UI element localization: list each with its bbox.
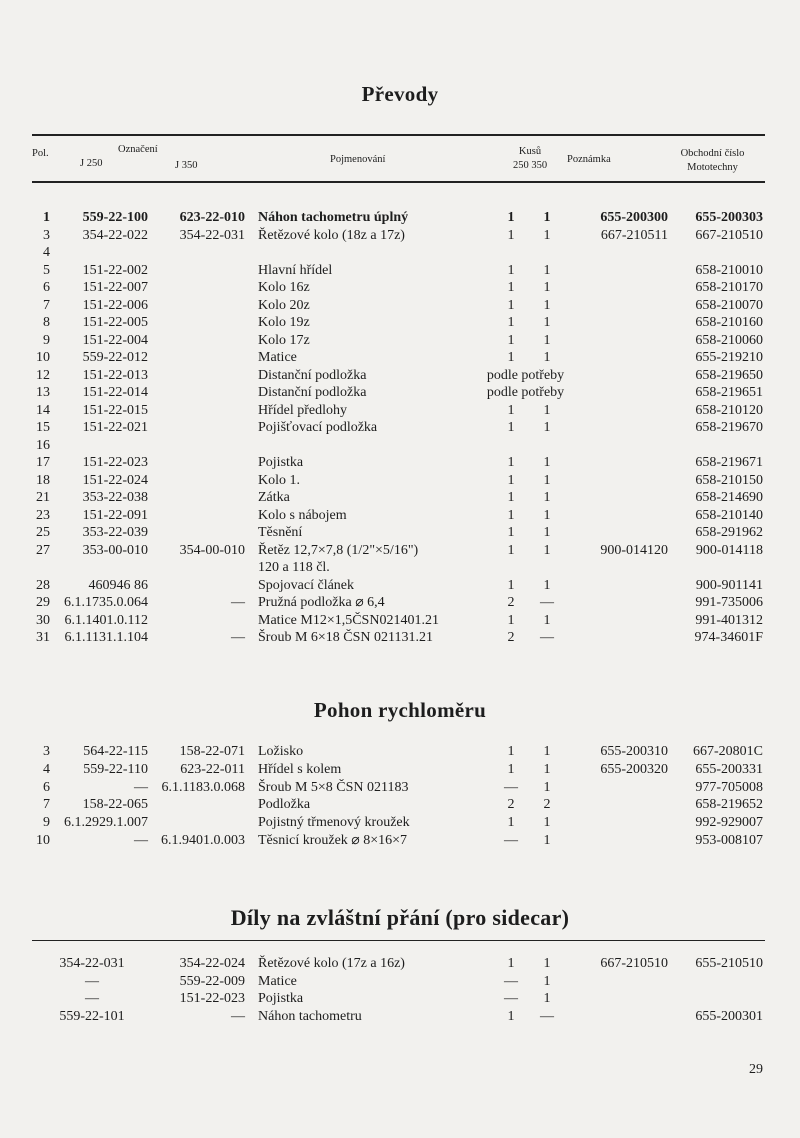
position-number: 10 xyxy=(36,833,50,848)
position-number: 15 xyxy=(36,420,50,435)
obchodni-cislo: 658-219652 xyxy=(695,797,763,813)
obchodni-cislo: 655-210510 xyxy=(695,956,763,971)
qty-250: 2 xyxy=(507,797,515,813)
poznamka-code: 900-014120 xyxy=(600,542,668,558)
table-row xyxy=(0,613,800,629)
table-row xyxy=(0,368,800,384)
j350-code: 151-22-023 xyxy=(179,991,245,1006)
part-name: Těsnicí kroužek ⌀ 8×16×7 xyxy=(258,833,408,848)
obchodni-cislo: 658-219651 xyxy=(695,385,763,400)
j250-code: — xyxy=(85,973,99,989)
header-obchodni-cislo: Obchodní číslo xyxy=(680,148,745,159)
part-name: Kolo s nábojem xyxy=(258,507,347,523)
qty-350: 1 xyxy=(543,297,551,313)
qty-350: 1 xyxy=(543,525,551,540)
table-row xyxy=(0,1009,800,1025)
qty-250: 2 xyxy=(507,630,515,645)
qty-350: 1 xyxy=(543,542,551,558)
qty-250: 1 xyxy=(507,612,515,628)
qty-250: 1 xyxy=(507,507,515,523)
position-number: 29 xyxy=(36,595,50,610)
obchodni-cislo: 655-200331 xyxy=(695,761,763,777)
position-number: 6 xyxy=(43,779,50,795)
position-number: 25 xyxy=(36,525,50,540)
table-row xyxy=(0,560,800,576)
qty-350: 1 xyxy=(543,402,551,418)
table-row xyxy=(0,298,800,314)
position-number: 28 xyxy=(36,577,50,593)
part-name: Šroub M 5×8 ČSN 021183 xyxy=(258,779,409,795)
qty-250: — xyxy=(504,991,518,1006)
part-name: Spojovací článek xyxy=(258,577,355,593)
table-row xyxy=(0,797,800,813)
poznamka-code: 655-200320 xyxy=(600,761,668,777)
j250-code: 6.1.1131.1.104 xyxy=(64,630,148,645)
obchodni-cislo: 658-210160 xyxy=(695,315,763,330)
qty-350: 1 xyxy=(543,210,551,225)
qty-350: 1 xyxy=(543,956,551,971)
j250-code: 354-22-022 xyxy=(82,227,148,243)
position-number: 14 xyxy=(36,402,50,418)
qty-250: — xyxy=(504,833,518,848)
part-name: Těsnění xyxy=(258,525,303,540)
qty-250: 1 xyxy=(507,332,515,348)
table-row xyxy=(0,245,800,261)
j250-code: 6.1.1401.0.112 xyxy=(64,612,148,628)
part-name: Řetěz 12,7×7,8 (1/2"×5/16") xyxy=(258,542,419,558)
qty-250: 1 xyxy=(507,490,515,505)
part-name: Matice xyxy=(258,973,297,989)
table-row xyxy=(0,630,800,646)
part-name: Hlavní hřídel xyxy=(258,262,333,278)
table-row xyxy=(0,420,800,436)
j250-code: 353-00-010 xyxy=(82,542,148,558)
table-row xyxy=(0,543,800,559)
qty-350: 1 xyxy=(543,280,551,295)
part-name: Hřídel předlohy xyxy=(258,402,348,418)
table-row xyxy=(0,385,800,401)
table-row xyxy=(0,744,800,760)
qty-250: 1 xyxy=(507,956,515,971)
j250-code: 460946 86 xyxy=(88,577,148,593)
qty-350: 1 xyxy=(543,815,551,831)
position-number: 8 xyxy=(43,315,50,330)
j250-code: 151-22-023 xyxy=(82,455,148,470)
qty-250: 1 xyxy=(507,472,515,488)
qty-250: 1 xyxy=(507,420,515,435)
position-number: 27 xyxy=(36,542,50,558)
qty-250: 1 xyxy=(507,577,515,593)
position-number: 17 xyxy=(36,455,50,470)
position-number: 9 xyxy=(43,332,50,348)
j350-code: 354-00-010 xyxy=(179,542,245,558)
obchodni-cislo: 658-219650 xyxy=(695,367,763,383)
part-name: Náhon tachometru xyxy=(258,1008,362,1024)
table-row xyxy=(0,473,800,489)
table-row xyxy=(0,956,800,972)
qty-350: 1 xyxy=(543,577,551,593)
qty-350: 1 xyxy=(543,612,551,628)
j350-code: 354-22-024 xyxy=(179,956,245,971)
qty-250: 2 xyxy=(507,595,515,610)
page-number: 29 xyxy=(749,1062,763,1077)
header-pojmenovani: Pojmenování xyxy=(330,154,386,165)
j350-code: — xyxy=(231,595,245,610)
position-number: 1 xyxy=(43,210,50,225)
j250-code: 559-22-101 xyxy=(59,1008,125,1024)
part-name: Náhon tachometru úplný xyxy=(258,210,409,225)
j250-code: 151-22-005 xyxy=(82,315,148,330)
j350-code: 158-22-071 xyxy=(179,744,245,759)
table-row xyxy=(0,595,800,611)
qty-350: 2 xyxy=(543,797,551,813)
obchodni-cislo: 658-214690 xyxy=(695,490,763,505)
section-title-pohon: Pohon rychloměru xyxy=(313,698,487,722)
table-row xyxy=(0,438,800,454)
table-row xyxy=(0,280,800,296)
j350-code: 623-22-010 xyxy=(179,210,245,225)
position-number: 3 xyxy=(43,744,50,759)
table-row xyxy=(0,228,800,244)
obchodni-cislo: 974-34601F xyxy=(694,630,763,645)
qty-350: 1 xyxy=(543,332,551,348)
position-number: 10 xyxy=(36,350,50,365)
part-name: Matice M12×1,5ČSN021401.21 xyxy=(258,612,439,628)
j250-code: 353-22-038 xyxy=(82,490,148,505)
part-name: Pojistný třmenový kroužek xyxy=(258,815,410,831)
qty-350: — xyxy=(540,595,554,610)
qty-250: 1 xyxy=(507,761,515,777)
qty-250: 1 xyxy=(507,227,515,243)
table-row xyxy=(0,403,800,419)
j250-code: 6.1.2929.1.007 xyxy=(64,815,148,831)
section-title-dily: Díly na zvláštní přání (pro sidecar) xyxy=(230,905,570,930)
section-title-prevody: Převody xyxy=(361,82,439,106)
position-number: 5 xyxy=(43,262,50,278)
qty-note: podle potřeby xyxy=(486,385,565,400)
table-row xyxy=(0,974,800,990)
part-name: Kolo 1. xyxy=(258,472,300,488)
obchodni-cislo: 658-210070 xyxy=(695,297,763,313)
obchodni-cislo: 900-014118 xyxy=(695,542,763,558)
part-name: Distanční podložka xyxy=(258,385,367,400)
obchodni-cislo: 992-929007 xyxy=(695,815,763,831)
qty-250: 1 xyxy=(507,455,515,470)
table-row xyxy=(0,350,800,366)
table-row xyxy=(0,762,800,778)
j350-code: 6.1.9401.0.003 xyxy=(161,833,245,848)
poznamka-code: 655-200310 xyxy=(600,744,668,759)
table-row xyxy=(0,263,800,279)
position-number: 4 xyxy=(43,245,50,260)
obchodni-cislo: 658-210060 xyxy=(695,332,763,348)
poznamka-code: 655-200300 xyxy=(600,210,668,225)
j250-code: 353-22-039 xyxy=(82,525,148,540)
j250-code: 151-22-091 xyxy=(82,507,148,523)
qty-250: 1 xyxy=(507,350,515,365)
table-row xyxy=(0,815,800,831)
j250-code: 151-22-014 xyxy=(82,385,148,400)
qty-250: — xyxy=(504,973,518,989)
obchodni-cislo: 977-705008 xyxy=(695,779,763,795)
position-number: 23 xyxy=(36,507,50,523)
j250-code: 6.1.1735.0.064 xyxy=(64,595,148,610)
j250-code: 151-22-013 xyxy=(82,367,148,383)
header-j350: J 350 xyxy=(175,160,198,171)
j250-code: 151-22-021 xyxy=(82,420,148,435)
position-number: 4 xyxy=(43,761,50,777)
qty-250: — xyxy=(504,779,518,795)
position-number: 18 xyxy=(36,472,50,488)
table-row xyxy=(0,991,800,1007)
qty-350: — xyxy=(540,630,554,645)
table-row xyxy=(0,490,800,506)
position-number: 6 xyxy=(43,280,50,295)
table-row xyxy=(0,508,800,524)
obchodni-cislo: 655-200301 xyxy=(695,1008,763,1024)
part-name: Pojistka xyxy=(258,991,304,1006)
j350-code: — xyxy=(231,1008,245,1024)
qty-note: podle potřeby xyxy=(486,367,565,383)
header-kusu-columns: 250 350 xyxy=(512,160,548,171)
obchodni-cislo: 953-008107 xyxy=(695,833,763,848)
qty-250: 1 xyxy=(507,280,515,295)
qty-350: 1 xyxy=(543,315,551,330)
qty-350: 1 xyxy=(543,455,551,470)
obchodni-cislo: 658-210120 xyxy=(695,402,763,418)
qty-250: 1 xyxy=(507,262,515,278)
j250-code: — xyxy=(85,991,99,1006)
qty-250: 1 xyxy=(507,542,515,558)
table-row xyxy=(0,833,800,849)
obchodni-cislo: 658-210150 xyxy=(695,472,763,488)
position-number: 30 xyxy=(36,612,50,628)
table-row xyxy=(0,315,800,331)
obchodni-cislo: 667-210510 xyxy=(695,227,763,243)
qty-350: 1 xyxy=(543,779,551,795)
obchodni-cislo: 658-219671 xyxy=(695,455,763,470)
j250-code: 151-22-007 xyxy=(82,280,148,295)
j350-code: 623-22-011 xyxy=(180,761,245,777)
header-poznamka: Poznámka xyxy=(567,154,611,165)
part-name: Pružná podložka ⌀ 6,4 xyxy=(258,595,385,610)
j350-code: 6.1.1183.0.068 xyxy=(161,779,245,795)
obchodni-cislo: 658-210140 xyxy=(695,507,763,523)
j250-code: 559-22-100 xyxy=(82,210,148,225)
part-name: Zátka xyxy=(258,490,290,505)
qty-350: 1 xyxy=(543,833,551,848)
obchodni-cislo: 655-219210 xyxy=(695,350,763,365)
section3-rule xyxy=(32,940,765,941)
qty-250: 1 xyxy=(507,525,515,540)
j350-code: — xyxy=(231,630,245,645)
qty-350: 1 xyxy=(543,761,551,777)
position-number: 7 xyxy=(43,297,50,313)
position-number: 13 xyxy=(36,385,50,400)
header-j250: J 250 xyxy=(80,158,103,169)
part-name: Pojistka xyxy=(258,455,304,470)
qty-350: 1 xyxy=(543,991,551,1006)
qty-350: 1 xyxy=(543,744,551,759)
part-name: Kolo 16z xyxy=(258,280,310,295)
j250-code: 151-22-002 xyxy=(82,262,148,278)
qty-250: 1 xyxy=(507,210,515,225)
j250-code: 559-22-110 xyxy=(83,761,148,777)
qty-350: — xyxy=(540,1008,554,1024)
obchodni-cislo: 658-219670 xyxy=(695,420,763,435)
part-name: Matice xyxy=(258,350,297,365)
obchodni-cislo: 991-735006 xyxy=(695,595,763,610)
obchodni-cislo: 900-901141 xyxy=(695,577,763,593)
qty-350: 1 xyxy=(543,490,551,505)
part-name: Kolo 19z xyxy=(258,315,310,330)
table-row xyxy=(0,210,800,226)
obchodni-cislo: 658-291962 xyxy=(695,525,763,540)
position-number: 9 xyxy=(43,815,50,831)
qty-350: 1 xyxy=(543,420,551,435)
part-name: Kolo 20z xyxy=(258,297,310,313)
position-number: 31 xyxy=(36,630,50,645)
position-number: 21 xyxy=(36,490,50,505)
qty-250: 1 xyxy=(507,315,515,330)
j350-code: 559-22-009 xyxy=(179,973,245,989)
part-name: Řetězové kolo (17z a 16z) xyxy=(258,956,405,971)
poznamka-code: 667-210511 xyxy=(600,227,668,243)
part-name: Podložka xyxy=(258,797,311,813)
header-pol: Pol. xyxy=(32,148,49,159)
qty-250: 1 xyxy=(507,1008,515,1024)
position-number: 3 xyxy=(43,227,50,243)
j250-code: 559-22-012 xyxy=(82,350,148,365)
part-name: Distanční podložka xyxy=(258,367,367,383)
position-number: 12 xyxy=(36,367,50,383)
part-name: Pojišťovací podložka xyxy=(258,420,378,435)
qty-350: 1 xyxy=(543,472,551,488)
header-rule-bottom xyxy=(32,181,765,183)
header-kusu: Kusů xyxy=(518,146,542,157)
table-row xyxy=(0,455,800,471)
j250-code: — xyxy=(134,833,148,848)
header-mototechny: Mototechny xyxy=(687,162,738,173)
obchodni-cislo: 667-20801C xyxy=(693,744,763,759)
qty-350: 1 xyxy=(543,350,551,365)
qty-350: 1 xyxy=(543,227,551,243)
j250-code: 354-22-031 xyxy=(59,956,125,971)
part-name: Šroub M 6×18 ČSN 021131.21 xyxy=(258,630,434,645)
obchodni-cislo: 991-401312 xyxy=(695,612,763,628)
j250-code: 151-22-004 xyxy=(82,332,148,348)
part-name: Kolo 17z xyxy=(258,332,310,348)
header-oznaceni: Označení xyxy=(118,144,158,155)
table-row xyxy=(0,780,800,796)
j250-code: 564-22-115 xyxy=(83,744,148,759)
qty-250: 1 xyxy=(507,815,515,831)
obchodni-cislo: 658-210170 xyxy=(695,280,763,295)
obchodni-cislo: 655-200303 xyxy=(695,210,763,225)
part-name: 120 a 118 čl. xyxy=(258,560,330,575)
j250-code: 151-22-015 xyxy=(82,402,148,418)
qty-350: 1 xyxy=(543,262,551,278)
qty-350: 1 xyxy=(543,507,551,523)
qty-250: 1 xyxy=(507,402,515,418)
j250-code: 151-22-006 xyxy=(82,297,148,313)
obchodni-cislo: 658-210010 xyxy=(695,262,763,278)
qty-250: 1 xyxy=(507,297,515,313)
table-row xyxy=(0,525,800,541)
poznamka-code: 667-210510 xyxy=(600,956,668,971)
position-number: 7 xyxy=(43,797,50,813)
qty-250: 1 xyxy=(507,744,515,759)
header-rule-top xyxy=(32,134,765,136)
qty-350: 1 xyxy=(543,973,551,989)
j350-code: 354-22-031 xyxy=(179,227,245,243)
table-row xyxy=(0,333,800,349)
position-number: 16 xyxy=(36,437,50,453)
j250-code: — xyxy=(134,779,148,795)
part-name: Řetězové kolo (18z a 17z) xyxy=(258,227,405,243)
part-name: Hřídel s kolem xyxy=(258,761,342,777)
j250-code: 151-22-024 xyxy=(82,472,148,488)
table-row xyxy=(0,578,800,594)
j250-code: 158-22-065 xyxy=(82,797,148,813)
part-name: Ložisko xyxy=(258,744,304,759)
